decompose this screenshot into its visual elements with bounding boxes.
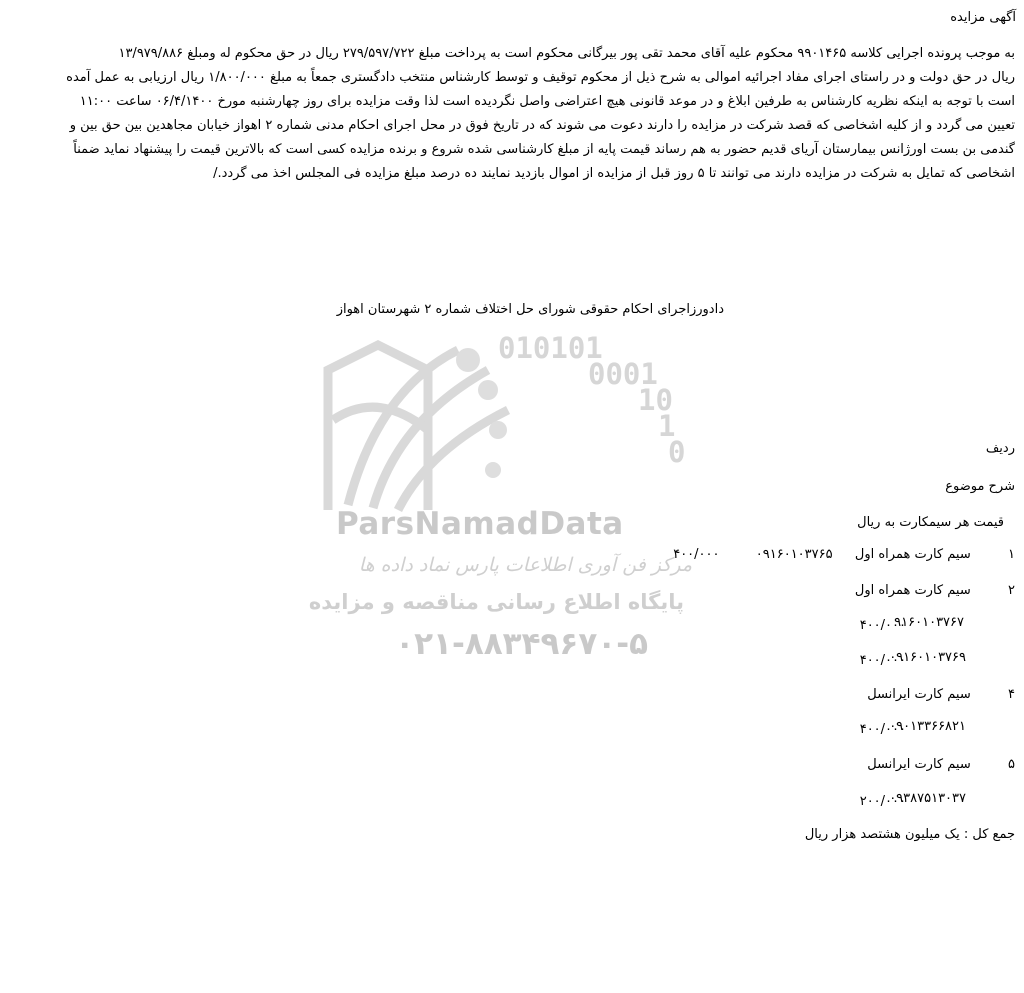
- notice-signature: دادورزاجرای احکام حقوقی شورای حل اختلاف شماره ۲ شهرستان اهواز: [336, 302, 724, 317]
- notice-paragraph-line-2: ریال در حق دولت و در راستای اجرای مفاد اجرائیه اموالی به شرح ذیل از محکوم توقیف و توسط کارشناس منتخب دادگستری جمعاً به مبلغ ۱/۸۰۰/۰۰۰ ریال ارزیابی به عمل آمده: [66, 70, 1015, 85]
- item-number: ۵: [1008, 757, 1015, 772]
- watermark-portal-line: پایگاه اطلاع رسانی مناقصه و مزایده: [308, 590, 684, 614]
- table-price-header: قیمت هر سیمکارت به ریال: [857, 515, 1004, 530]
- item-price: ۴۰۰/۰۰۰: [859, 722, 906, 737]
- item-price: ۲۰۰/۰۰۰: [859, 794, 906, 809]
- watermark-binary-5: 0: [668, 435, 686, 469]
- table-subject-header: شرح موضوع: [945, 479, 1015, 494]
- table-row: [867, 686, 1015, 704]
- item-phone-number: ۰۹۳۸۷۵۱۳۰۳۷: [889, 791, 966, 806]
- item-number: ۴: [1008, 687, 1015, 702]
- notice-paragraph-line-1: به موجب پرونده اجرایی کلاسه ۹۹۰۱۴۶۵ محکوم علیه آقای محمد تقی پور بیرگانی محکوم است به پرداخت مبلغ ۲۷۹/۵۹۷/۷۲۲ ریال در حق محکوم له ومبلغ ۱۳/۹۷۹/۸۸۶: [118, 46, 1015, 61]
- table-row: [673, 546, 1015, 564]
- table-total: جمع کل : یک میلیون هشتصد هزار ریال: [804, 827, 1015, 842]
- watermark-binary-2: 0001: [588, 357, 658, 391]
- notice-paragraph-line-4: تعیین می گردد و از کلیه اشخاصی که قصد شرکت در مزایده را دارند دعوت می شوند که در تاریخ فوق در محل اجرای احکام مدنی شماره ۲ اهواز خیابان مجاهدین بین حق بین و: [69, 118, 1015, 133]
- item-price: ۴۰۰/۰۰۰: [673, 547, 720, 562]
- item-phone-number: ۰۹۰۱۳۳۶۶۸۲۱: [889, 719, 966, 734]
- item-phone-number: ۰۹۱۶۰۱۰۳۷۶۵: [755, 547, 833, 562]
- watermark-logo-icon: [318, 330, 708, 670]
- item-phone-number: ۹۱۶۰۱۰۳۷۶۷: [894, 615, 964, 630]
- table-row: [855, 582, 1015, 600]
- notice-paragraph-line-6: اشخاصی که تمایل به شرکت در مزایده دارند می توانند تا ۵ روز قبل از مزایده از اموال بازدید نمایند ده درصد مبلغ مزایده فی المجلس اخذ می گردد./: [213, 166, 1015, 181]
- item-description: سیم کارت ایرانسل: [867, 687, 971, 702]
- watermark-phone: ۰۲۱-۸۸۳۴۹۶۷۰-۵: [395, 626, 648, 662]
- watermark-binary-1: 010101: [498, 331, 603, 365]
- item-price: ۴۰۰/۰۰۰: [859, 618, 906, 633]
- item-phone-number: ۰۹۱۶۰۱۰۳۷۶۹: [889, 650, 966, 665]
- watermark-binary-3: 10: [638, 383, 673, 417]
- table-row: [867, 756, 1015, 774]
- item-number: ۱: [1008, 547, 1015, 562]
- table-row-header: ردیف: [985, 441, 1015, 456]
- watermark-company-line: مرکز فن آوری اطلاعات پارس نماد داده ها: [358, 554, 692, 576]
- notice-paragraph-line-5: گندمی بن بست اورژانس بیمارستان آریای قدیم حضور به هم رساند قیمت پایه از مبلغ کارشناسی شده شروع و برنده مزایده کسی است که بالاترین قیمت را پیشنهاد نماید ضمناً: [73, 142, 1015, 157]
- item-description: سیم کارت همراه اول: [854, 583, 971, 598]
- item-description: سیم کارت ایرانسل: [867, 757, 971, 772]
- notice-paragraph-line-3: است با توجه به اینکه نظریه کارشناس به طرفین ابلاغ و در موعد قانونی هیچ اعتراضی واصل نگردیده است لذا وقت مزایده برای روز چهارشنبه مورخ ۰۶/۴/۱۴۰۰ ساعت ۱۱:۰۰: [79, 94, 1015, 109]
- watermark-binary-4: 1: [658, 409, 676, 443]
- watermark-brand: ParsNamadData: [336, 506, 624, 542]
- notice-title: آگهی مزایده: [950, 10, 1016, 25]
- item-price: ۴۰۰/۰۰۰: [859, 653, 906, 668]
- item-description: سیم کارت همراه اول: [854, 547, 971, 562]
- item-number: ۲: [1008, 583, 1015, 598]
- watermark: [308, 330, 708, 670]
